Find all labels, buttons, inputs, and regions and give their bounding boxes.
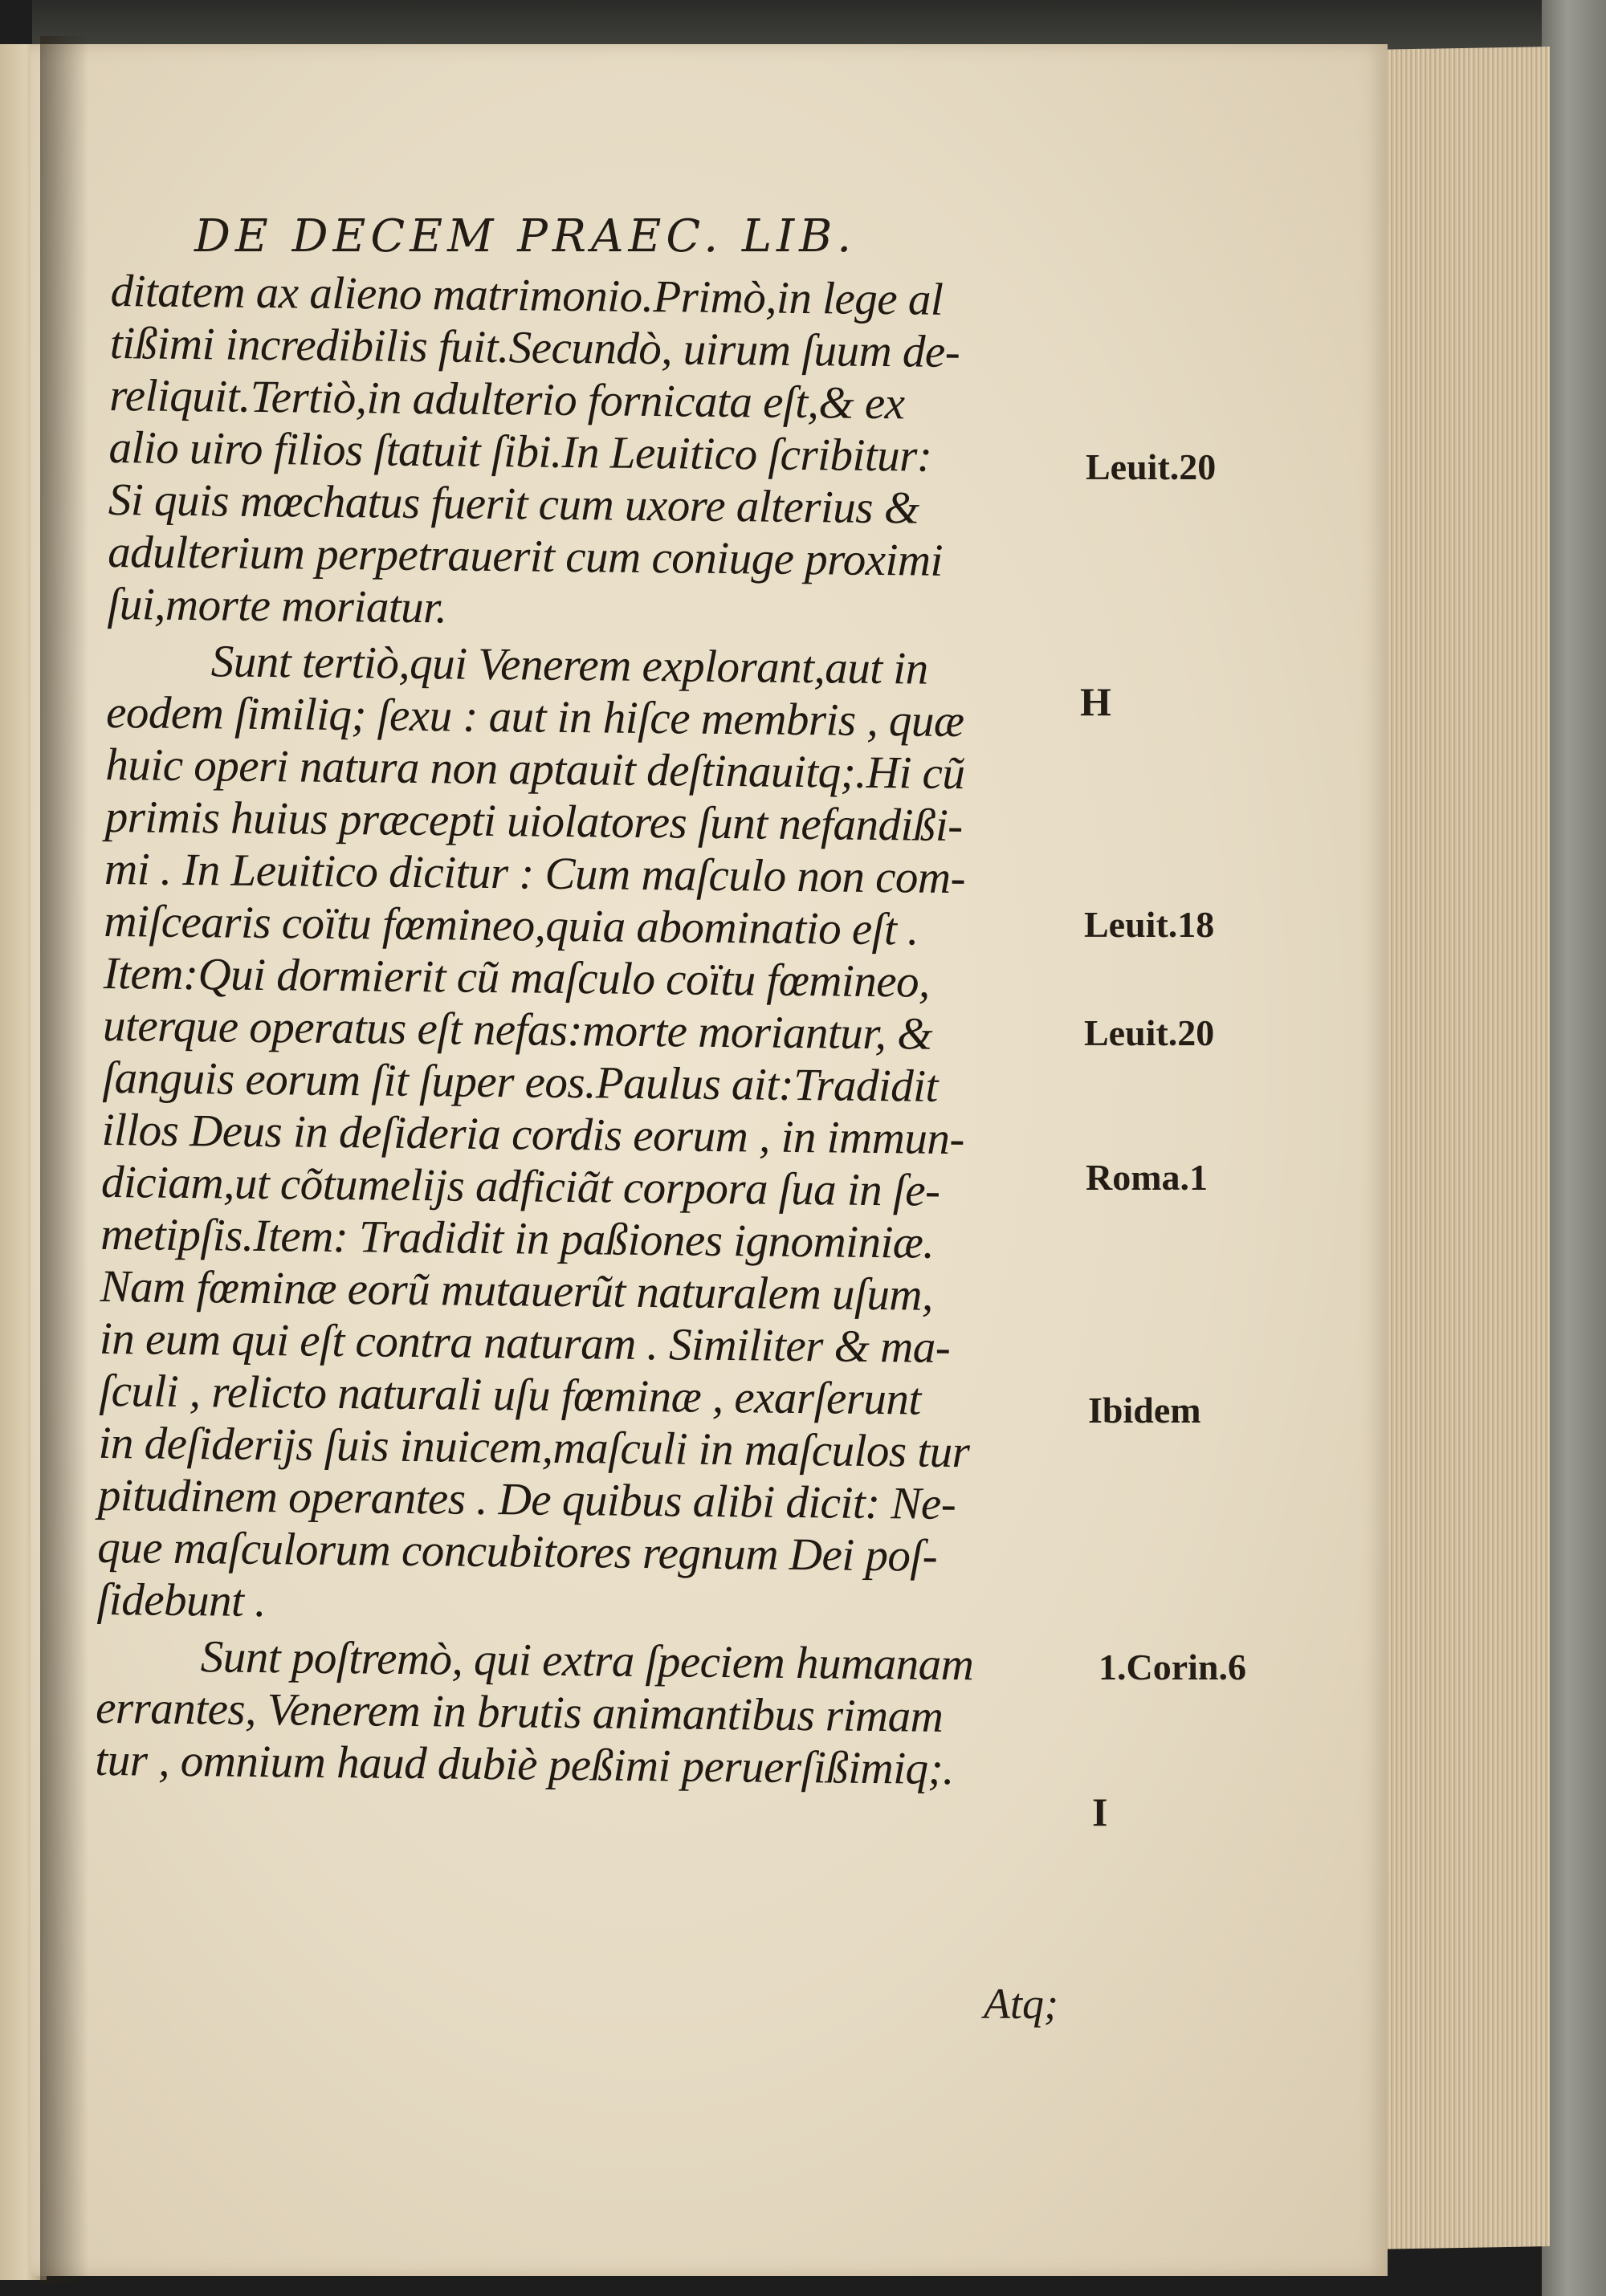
text-line: in eum qui eſt contra naturam . Similiter & ma- bbox=[99, 1313, 951, 1374]
text-line: que maſculorum concubitores regnum Dei poſ- bbox=[96, 1521, 938, 1582]
section-letter-h: H bbox=[1080, 679, 1111, 724]
text-line: tur , omnium haud dubiè peßimi peruerſißimiq;. bbox=[95, 1734, 955, 1795]
text-line: mi . In Leuitico dicitur : Cum maſculo non com- bbox=[104, 843, 966, 904]
text-line: Sunt tertiò,qui Venerem explorant,aut in bbox=[210, 636, 929, 694]
text-line: Item:Qui dormierit cũ maſculo coïtu fœmineo, bbox=[103, 947, 931, 1008]
margin-note-leuit-20: Leuit.20 bbox=[1086, 446, 1217, 487]
text-line: ſui,morte moriatur. bbox=[107, 578, 447, 633]
text-line: Sunt poſtremò, qui extra ſpeciem humanam bbox=[200, 1631, 974, 1691]
text-line: pitudinem operantes . De quibus alibi dicit: Ne- bbox=[97, 1469, 956, 1530]
margin-note-roma-1: Roma.1 bbox=[1086, 1157, 1209, 1198]
margin-note-corin-6: 1.Corin.6 bbox=[1099, 1647, 1246, 1687]
section-letter-i: I bbox=[1092, 1789, 1108, 1834]
text-line: reliquit.Tertiò,in adulterio fornicata eſt,& ex bbox=[108, 369, 905, 429]
text-line: ditatem ax alieno matrimonio.Primò,in lege al bbox=[110, 265, 944, 325]
text-line: errantes, Venerem in brutis animantibus rimam bbox=[95, 1682, 944, 1742]
text-line: Si quis mœchatus fuerit cum uxore alterius & bbox=[108, 474, 919, 534]
margin-note-leuit-18: Leuit.18 bbox=[1084, 904, 1215, 945]
text-line: Nam fœminæ eorũ mutauerũt naturalem uſum, bbox=[100, 1260, 934, 1321]
text-line: ſidebunt . bbox=[96, 1573, 267, 1627]
text-line: ſanguis eorum ſit ſuper eos.Paulus ait:Tradidit bbox=[102, 1052, 939, 1112]
text-line: uterque operatus eſt nefas:morte moriantur, & bbox=[102, 999, 933, 1060]
text-line: ſculi , relicto naturali uſu fœminæ , exarſerunt bbox=[98, 1365, 922, 1425]
book-binding bbox=[1542, 0, 1606, 2296]
text-line: eodem ſimiliq; ſexu : aut in hiſce membris , quæ bbox=[105, 686, 964, 747]
text-line: adulterium perpetrauerit cum coniuge proximi bbox=[107, 526, 944, 586]
text-line: illos Deus in deſideria cordis eorum , in immun- bbox=[101, 1104, 965, 1165]
text-line: metipſis.Item: Tradidit in paßiones ignominiæ. bbox=[100, 1208, 935, 1268]
text-line: miſcearis coïtu fœmineo,quia abominatio eſt . bbox=[104, 895, 919, 955]
text-line: alio uiro filios ſtatuit ſibi.In Leuitico ſcribitur: bbox=[108, 421, 932, 482]
text-line: huic operi natura non aptauit deſtinauitq;.Hi cũ bbox=[105, 739, 965, 800]
margin-note-leuit-20b: Leuit.20 bbox=[1084, 1012, 1215, 1053]
text-line: primis huius præcepti uiolatores ſunt nefandißi- bbox=[104, 791, 964, 852]
text-line: tißimi incredibilis fuit.Secundò, uirum ſuum de- bbox=[109, 317, 960, 378]
margin-note-ibidem: Ibidem bbox=[1088, 1390, 1201, 1431]
running-head: DE DECEM PRAEC. LIB. bbox=[194, 210, 857, 263]
text-line: in deſiderijs ſuis inuicem,maſculi in maſculos tur bbox=[98, 1417, 970, 1478]
gutter-shadow bbox=[40, 36, 88, 2284]
catchword: Atq; bbox=[984, 1980, 1058, 2028]
text-line: diciam,ut cõtumelijs adficiãt corpora ſua in ſe- bbox=[100, 1156, 940, 1216]
